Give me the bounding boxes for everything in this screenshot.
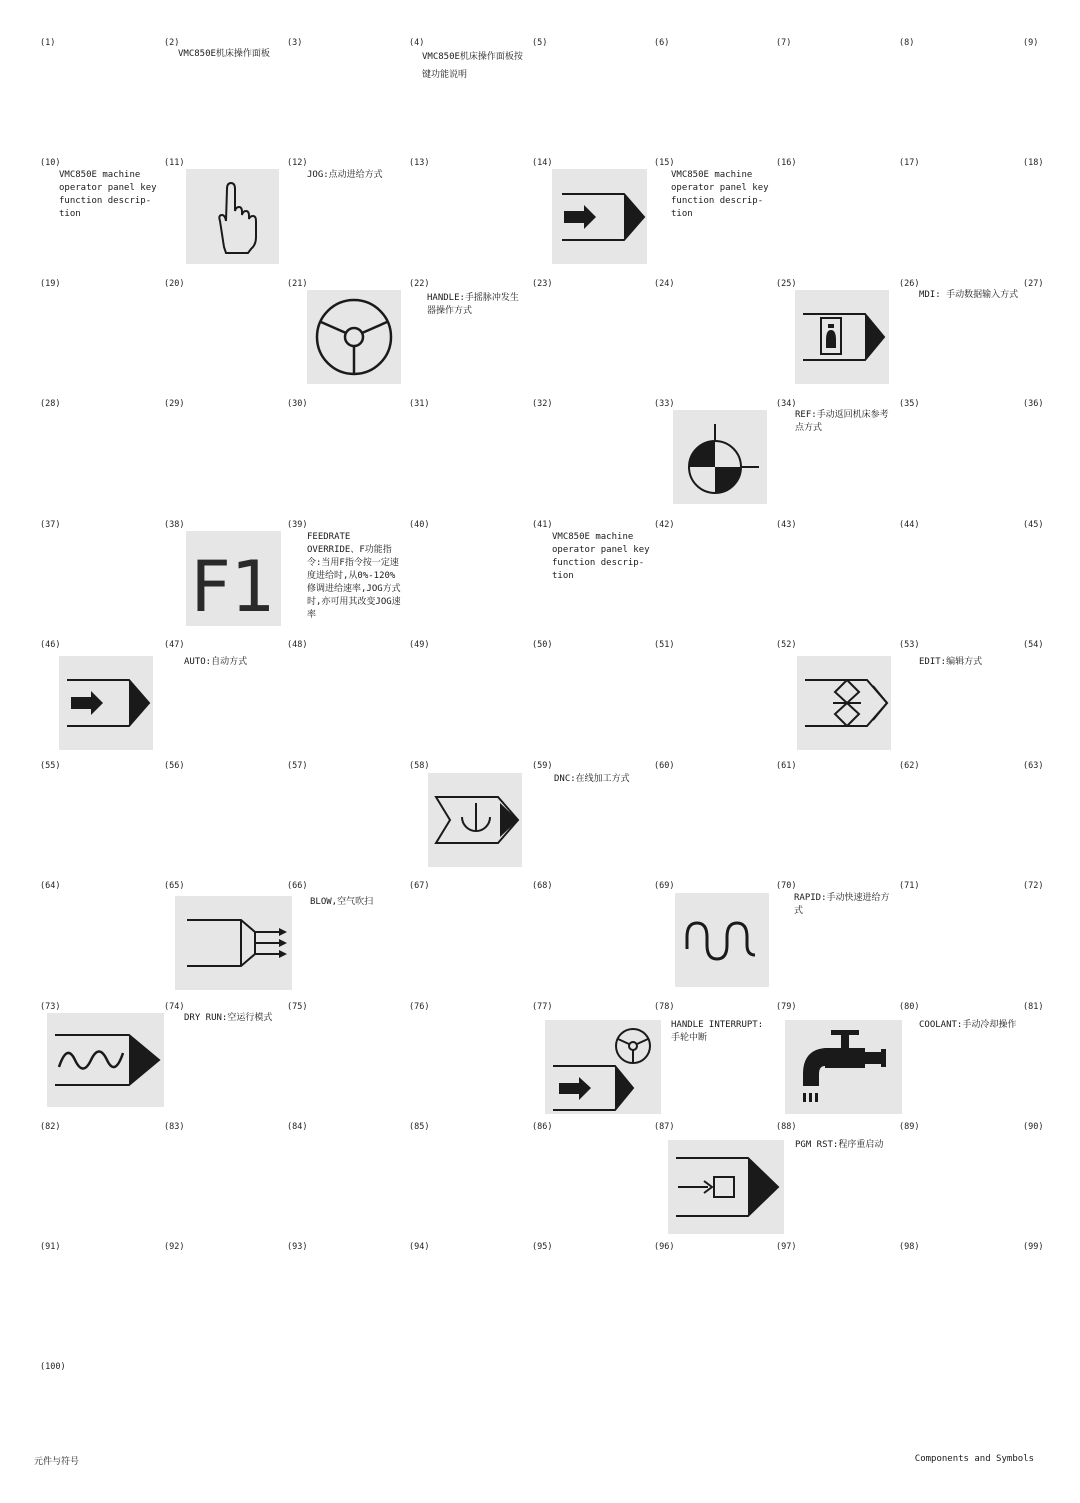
cell-number: (54) (1023, 640, 1044, 650)
cell-number: (65) (164, 881, 185, 891)
cell-number: (89) (899, 1122, 920, 1132)
mdi-icon (795, 290, 889, 384)
footer-right: Components and Symbols (914, 1454, 1034, 1464)
cell-number: (78) (654, 1002, 675, 1012)
cell-number: (94) (409, 1242, 430, 1252)
cell-number: (96) (654, 1242, 675, 1252)
cell-number: (29) (164, 399, 185, 409)
cell-number: (70) (776, 881, 797, 891)
cell-number: (35) (899, 399, 920, 409)
cell-number: (42) (654, 520, 675, 530)
cell-number: (20) (164, 279, 185, 289)
cell-number: (79) (776, 1002, 797, 1012)
cell-number: (31) (409, 399, 430, 409)
cell-number: (84) (287, 1122, 308, 1132)
cell-number: (21) (287, 279, 308, 289)
cell-number: (46) (40, 640, 61, 650)
cell-number: (85) (409, 1122, 430, 1132)
cell-number: (17) (899, 158, 920, 168)
cell-number: (15) (654, 158, 675, 168)
cell-number: (55) (40, 761, 61, 771)
program-restart-icon (668, 1140, 784, 1234)
desc-en-label-1: VMC850E machine operator panel key function descrip- tion (59, 170, 157, 219)
hand-pointer-icon (186, 169, 279, 264)
cell-number: (71) (899, 881, 920, 891)
cell-number: (10) (40, 158, 61, 168)
f1-icon (186, 531, 281, 626)
cell-number: (58) (409, 761, 430, 771)
cell-number: (39) (287, 520, 308, 530)
cell-number: (45) (1023, 520, 1044, 530)
ref-label: REF:手动返回机床参考点方式 (795, 410, 889, 433)
svg-text:F1: F1 (190, 546, 276, 626)
cell-number: (36) (1023, 399, 1044, 409)
cell-number: (81) (1023, 1002, 1044, 1012)
cell-number: (25) (776, 279, 797, 289)
cell-number: (7) (776, 38, 792, 48)
cell-number: (76) (409, 1002, 430, 1012)
cell-number: (8) (899, 38, 915, 48)
cell-number: (87) (654, 1122, 675, 1132)
cell-number: (24) (654, 279, 675, 289)
cell-number: (56) (164, 761, 185, 771)
cell-number: (13) (409, 158, 430, 168)
desc-en-label-2: VMC850E machine operator panel key function descrip- tion (671, 170, 769, 219)
cell-number: (19) (40, 279, 61, 289)
cell-number: (41) (532, 520, 553, 530)
cell-number: (2) (164, 38, 180, 48)
cell-number: (22) (409, 279, 430, 289)
cell-number: (30) (287, 399, 308, 409)
cell-number: (82) (40, 1122, 61, 1132)
cell-number: (93) (287, 1242, 308, 1252)
mdi-label: MDI: 手动数据输入方式 (919, 290, 1019, 300)
cell-number: (67) (409, 881, 430, 891)
cell-number: (18) (1023, 158, 1044, 168)
cell-number: (28) (40, 399, 61, 409)
cell-number: (3) (287, 38, 303, 48)
cell-number: (5) (532, 38, 548, 48)
cell-number: (40) (409, 520, 430, 530)
cell-number: (80) (899, 1002, 920, 1012)
cell-number: (61) (776, 761, 797, 771)
cell-number: (37) (40, 520, 61, 530)
cell-number: (38) (164, 520, 185, 530)
subtitle-cn-label: VMC850E机床操作面板按键功能说明 (422, 52, 523, 80)
pgm-rst-label: PGM RST:程序重启动 (795, 1140, 884, 1150)
coolant-tap-icon (785, 1020, 902, 1114)
cell-number: (59) (532, 761, 553, 771)
cell-number: (64) (40, 881, 61, 891)
title-cn-label: VMC850E机床操作面板 (178, 49, 270, 59)
cell-number: (50) (532, 640, 553, 650)
cell-number: (16) (776, 158, 797, 168)
cell-number: (48) (287, 640, 308, 650)
cell-number: (43) (776, 520, 797, 530)
cell-number: (52) (776, 640, 797, 650)
cell-number: (4) (409, 38, 425, 48)
cell-number: (9) (1023, 38, 1039, 48)
cell-number: (51) (654, 640, 675, 650)
cell-number: (62) (899, 761, 920, 771)
jog-label: JOG:点动进给方式 (307, 170, 383, 180)
cell-number: (97) (776, 1242, 797, 1252)
cell-number: (14) (532, 158, 553, 168)
cell-number: (75) (287, 1002, 308, 1012)
jog-arrow-icon (552, 169, 647, 264)
cell-number: (74) (164, 1002, 185, 1012)
cell-number: (100) (40, 1362, 66, 1372)
cell-number: (95) (532, 1242, 553, 1252)
dnc-label: DNC:在线加工方式 (554, 774, 630, 784)
auto-label: AUTO:自动方式 (184, 657, 248, 667)
rapid-wave-icon (675, 893, 769, 987)
cell-number: (1) (40, 38, 56, 48)
reference-point-icon (673, 410, 767, 504)
edit-label: EDIT:编辑方式 (919, 657, 983, 667)
dnc-icon (428, 773, 522, 867)
cell-number: (88) (776, 1122, 797, 1132)
cell-number: (47) (164, 640, 185, 650)
edit-icon (797, 656, 891, 750)
dry-run-wave-icon (47, 1013, 164, 1107)
cell-number: (98) (899, 1242, 920, 1252)
cell-number: (6) (654, 38, 670, 48)
cell-number: (33) (654, 399, 675, 409)
handle-interrupt-icon (545, 1020, 661, 1114)
coolant-label: COOLANT:手动冷却操作 (919, 1020, 1017, 1030)
rapid-label: RAPID:手动快速进给方式 (794, 893, 890, 916)
cell-number: (73) (40, 1002, 61, 1012)
cell-number: (86) (532, 1122, 553, 1132)
footer-left: 元件与符号 (34, 1457, 80, 1467)
cell-number: (83) (164, 1122, 185, 1132)
cell-number: (69) (654, 881, 675, 891)
cell-number: (60) (654, 761, 675, 771)
cell-number: (32) (532, 399, 553, 409)
handle-label: HANDLE:手摇脉冲发生器操作方式 (427, 293, 519, 316)
cell-number: (49) (409, 640, 430, 650)
cell-number: (27) (1023, 279, 1044, 289)
feedrate-label: FEEDRATE OVERRIDE、F功能指令:当用F指令按一定速度进给时,从0%-120%修调进给速率,JOG方式时,亦可用其改变JOG速率 (307, 532, 401, 620)
cell-number: (63) (1023, 761, 1044, 771)
cell-number: (23) (532, 279, 553, 289)
cell-number: (90) (1023, 1122, 1044, 1132)
cell-number: (44) (899, 520, 920, 530)
cell-number: (77) (532, 1002, 553, 1012)
cell-number: (11) (164, 158, 185, 168)
cell-number: (66) (287, 881, 308, 891)
cell-number: (57) (287, 761, 308, 771)
desc-en-label-3: VMC850E machine operator panel key function descrip- tion (552, 532, 650, 581)
handwheel-icon (307, 290, 401, 384)
cell-number: (68) (532, 881, 553, 891)
cell-number: (92) (164, 1242, 185, 1252)
cell-number: (26) (899, 279, 920, 289)
cell-number: (99) (1023, 1242, 1044, 1252)
auto-arrow-icon (59, 656, 153, 750)
dry-run-label: DRY RUN:空运行模式 (184, 1013, 273, 1023)
cell-number: (72) (1023, 881, 1044, 891)
cell-number: (12) (287, 158, 308, 168)
handle-interrupt-label: HANDLE INTERRUPT:手轮中断 (671, 1020, 764, 1043)
cell-number: (34) (776, 399, 797, 409)
cell-number: (53) (899, 640, 920, 650)
blow-label: BLOW,空气吹扫 (310, 897, 374, 907)
cell-number: (91) (40, 1242, 61, 1252)
blow-icon (175, 896, 292, 990)
